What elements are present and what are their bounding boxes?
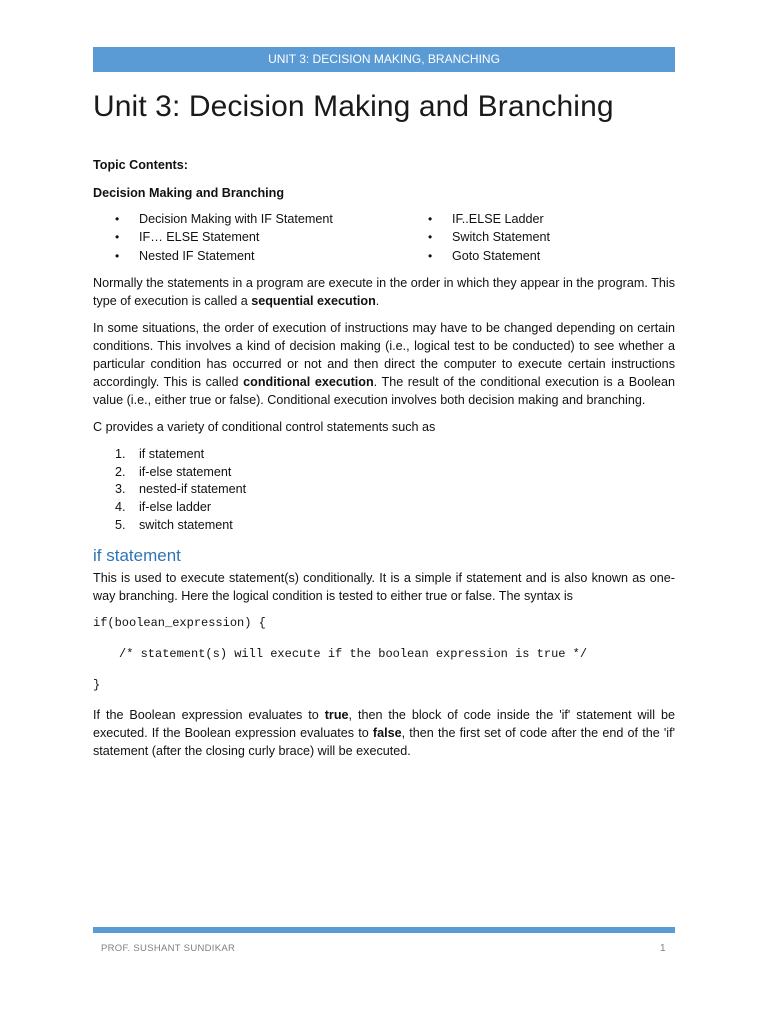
bold-term: conditional execution bbox=[243, 374, 374, 389]
list-item: • IF..ELSE Ladder bbox=[406, 210, 550, 228]
list-item bbox=[93, 480, 675, 498]
control-statement-list bbox=[93, 445, 675, 533]
list-label: if statement bbox=[139, 446, 205, 461]
paragraph-text: , then the first set of code after the end of the 'if' statement (after the closing curly brace) will be executed. bbox=[93, 726, 675, 759]
bold-term: sequential execution bbox=[251, 293, 376, 308]
list-number: 4. bbox=[115, 499, 126, 514]
footer-author: PROF. SUSHANT SUNDIKAR bbox=[101, 943, 236, 954]
page-number: 1 bbox=[660, 943, 666, 954]
list-label: nested-if statement bbox=[139, 482, 247, 497]
footer-rule bbox=[93, 927, 675, 933]
code-line: } bbox=[93, 678, 101, 693]
list-item bbox=[93, 516, 675, 534]
paragraph-text: If the Boolean expression evaluates to bbox=[93, 708, 325, 723]
code-line: if(boolean_expression) { bbox=[93, 616, 266, 631]
paragraph-if-intro: This is used to execute statement(s) conditionally. It is a simple if statement and is also known as one-way branching. Here the logical condition is tested to either true or false. The syntax is bbox=[93, 571, 675, 604]
paragraph-text: . bbox=[375, 293, 380, 308]
topic-subheading: Decision Making and Branching bbox=[93, 186, 285, 200]
topic-contents-label: Topic Contents: bbox=[93, 158, 188, 172]
list-item bbox=[93, 463, 675, 481]
list-number: 3. bbox=[115, 482, 126, 497]
header-banner: UNIT 3: DECISION MAKING, BRANCHING bbox=[93, 47, 675, 72]
paragraph-text: In some situations, the order of execution of instructions may have to be changed depending on certain conditions. This involves a kind of decision making (i.e., logical test to be conducted) to see whether a particular condition has occurred or not and then direct the computer to execute certain instructions accordingly. This is called bbox=[93, 320, 675, 389]
list-label: if-else ladder bbox=[139, 499, 212, 514]
list-item bbox=[93, 498, 675, 516]
page-title: Unit 3: Decision Making and Branching bbox=[93, 90, 614, 123]
paragraph-if-explain bbox=[93, 706, 675, 760]
list-item: • IF… ELSE Statement bbox=[93, 228, 406, 246]
code-line: /* statement(s) will execute if the boolean expression is true */ bbox=[119, 647, 588, 662]
paragraph-text: . The result of the conditional execution is a Boolean value (i.e., either true or false). Conditional execution involves both decision making and branching. bbox=[93, 374, 676, 407]
paragraph-control-intro: C provides a variety of conditional control statements such as bbox=[93, 419, 436, 434]
section-heading-if: if statement bbox=[93, 546, 181, 566]
list-number: 5. bbox=[115, 517, 126, 532]
paragraph-sequential bbox=[93, 274, 675, 310]
list-item bbox=[93, 445, 675, 463]
topic-list-column-2 bbox=[406, 210, 550, 265]
topic-bullet-list bbox=[93, 210, 675, 265]
list-number: 2. bbox=[115, 464, 126, 479]
list-label: if-else statement bbox=[139, 464, 232, 479]
document-body bbox=[93, 156, 675, 769]
paragraph-text: Normally the statements in a program are execute in the order in which they appear in the program. This type of execution is called a bbox=[93, 275, 675, 308]
paragraph-text: , then the block of code inside the 'if' statement will be executed. If the Boolean expression evaluates to bbox=[93, 708, 675, 741]
topic-list-column-1 bbox=[93, 210, 406, 265]
list-item: • Nested IF Statement bbox=[93, 247, 406, 265]
list-number: 1. bbox=[115, 446, 126, 461]
paragraph-conditional bbox=[93, 319, 675, 409]
list-item: • Switch Statement bbox=[406, 228, 550, 246]
list-label: switch statement bbox=[139, 517, 233, 532]
list-item: • Decision Making with IF Statement bbox=[93, 210, 406, 228]
list-item: • Goto Statement bbox=[406, 247, 550, 265]
bold-term: true bbox=[324, 708, 349, 723]
bold-term: false bbox=[372, 726, 402, 741]
